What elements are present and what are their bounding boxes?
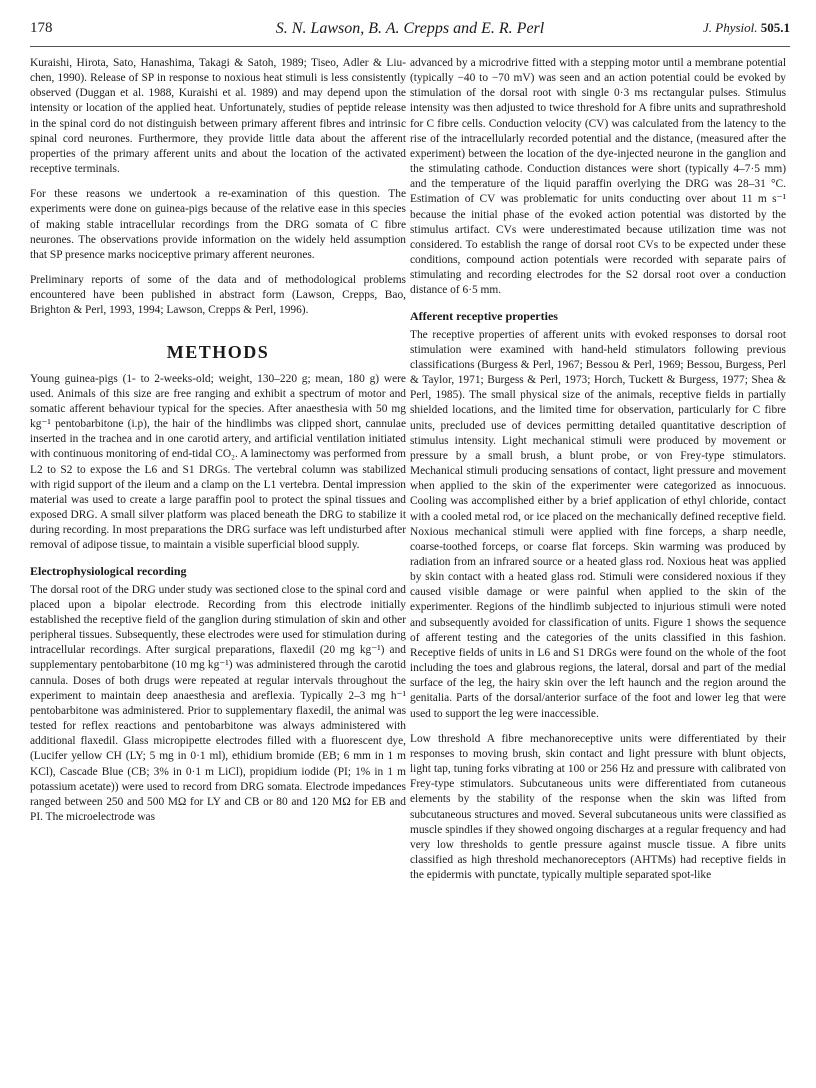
running-head-authors: S. N. Lawson, B. A. Crepps and E. R. Perl [275,20,545,37]
intro-paragraph-continued: Kuraishi, Hirota, Sato, Hanashima, Takagi & Satoh, 1989; Tiseo, Adler & Liu-chen, 1990). Release of SP in response to noxious heat stimuli is less consistently observed (Duggan et al. 1988, Kuraishi et al. 1989) and may depend upon the intensity or location of the applied heat. Unfortunately, studies of peptide release in the spinal cord do not distinguish between primary afferent fibres and intrinsic spinal cord neurones. Furthermore, they provide little data about the afferent properties of the primary afferent units and about the location of the activated receptive terminals. [30,57,406,176]
journal-volume: 505.1 [760,20,790,35]
receptive-properties-paragraph: The receptive properties of afferent units with evoked responses to dorsal root stimulation were examined with hand-held stimulators following previous classifications (Burgess & Perl, 1967; Bessou & Perl, 1969; Bessou, Burgess, Perl & Taylor, 1971; Burgess & Perl, 1973; Horch, Tuckett & Burgess, 1977; Shea & Perl, 1985). The small physical size of the animals, receptive fields in partially shielded locations, and the limited time for observation, particularly for C fibre units, precluded use of devices permitting detailed quantitative description of stimulus intensity. Light mechanical stimuli were produced by movement or pressure by a small brush, a blunt probe, or von Frey-type stimulators. Mechanical stimuli producing sensations of contact, light pressure and movement when applied to the skin of the experimenter were categorized as innocuous. Cooling was accomplished either by a brief application of ethyl chloride, contact with a cooled metal rod, or ice placed on the mechanically defined receptive field. Noxious mechanical stimuli were applied with fine forceps, a sharp needle, coarse-toothed forceps, or coarse flat forceps. Skin warming was produced by radiation from an infrared source or a heated glass rod. Noxious heat was applied by skin contact with a heated glass rod. Stimuli were considered noxious if they caused visible damage or were painful when applied to the skin of the experimenter. Regions of the hindlimb subjected to injurious stimuli were noted and subsequently avoided for classification of units. Figure 1 shows the sequence of afferent testing and the categories of the units classified in this fashion. Receptive fields of units in L6 and S1 DRGs were found on the whole of the foot including the toes and glabrous regions, the lateral, dorsal and part of the medial surface of the leg, the hairy skin over the left haunch and the region around the genitalia. Parts of the dorsal/anterior surface of the foot and lower leg that were used to support the leg were inaccessible. [410,328,786,720]
afferent-receptive-properties-heading: Afferent receptive properties [410,308,558,323]
intro-paragraph-preliminary-reports: Preliminary reports of some of the data and of methodological problems encountered have been published in abstract form (Lawson, Crepps, Bao, Brighton & Perl, 1993, 1994; Lawson, Crepps & Perl, 1996). [30,274,406,317]
intro-paragraph-reexamination: For these reasons we undertook a re-examination of this question. The experiments were done on guinea-pigs because of the relative ease in this species of making stable intracellular recordings from the DRG somata of C fibre neurones. The observations provide information on the widely held assumption that SP presence marks nociceptive primary afferent neurones. [30,188,406,261]
page-number: 178 [30,20,53,36]
electrophysiological-recording-heading: Electrophysiological recording [30,563,187,578]
methods-heading: METHODS [166,341,270,362]
recording-paragraph-continued: advanced by a microdrive fitted with a stepping motor until a membrane potential (typically −40 to −70 mV) was seen and an action potential could be evoked by stimulation of the dorsal root with single 0·3 ms rectangular pulses. Stimulus intensity was then adjusted to twice threshold for A fibre units and suprathreshold for C fibre cells. Conduction velocity (CV) was calculated from the latency to the rise of the intracellularly recorded potential and the distance, (measured after the experiment) between the location of the dye-injected neurone in the ganglion and the stimulating cathode. Conduction distances were short (typically 4–7·5 mm) and the temperature of the liquid paraffin overlying the DRG was 28–31 °C. Estimation of CV was problematic for units conducting over about 11 m s⁻¹ because the initial phase of the evoked action potential was distorted by the stimulus artifact. CVs were underestimated because utilization time was not considered. To establish the range of dorsal root CVs to be expected under these conditions, compound action potentials were recorded with separate pairs of stimulating and recording electrodes for the S2 dorsal root over a conduction distance of 6·5 mm. [410,57,786,297]
journal-name: J. Physiol. [702,20,758,35]
left-column [30,56,406,835]
right-column [410,56,786,893]
header-rule [30,46,790,47]
low-threshold-units-paragraph: Low threshold A fibre mechanoreceptive units were differentiated by their responses to moving brush, skin contact and light pressure with blunt objects, light tap, tuning forks vibrating at 100 or 256 Hz and pressure with calibrated von Frey-type stimulators. Subcutaneous units were differentiated from cutaneous elements by the stability of the response when the skin was lifted from subcutaneous structures and moved. Several subcutaneous units were classified as muscle spindles if they showed ongoing discharges at a regular frequency and had very low thresholds to gentle pressure against muscle tissue. A fibre units classified as high threshold mechanoreceptors (AHTMs) had receptive fields in the epidermis with punctate, typically multiple separated spot-like [410,732,786,882]
running-header [30,20,790,42]
electrophysiological-recording-paragraph: The dorsal root of the DRG under study was sectioned close to the spinal cord and placed upon a bipolar electrode. Recording from this electrode initially established the receptive field of the ganglion during stimulation of skin and other peripheral tissues. Subsequently, these electrodes were used for stimulation during intracellular recordings. After surgical preparations, flaxedil (20 mg kg⁻¹) and supplementary pentobarbitone (10 mg kg⁻¹) was administered through the carotid cannula. Doses of both drugs were repeated at regular intervals throughout the experiment to maintain deep anaesthesia and areflexia. Typically 2–3 mg h⁻¹ pentobarbitone was administered. Prior to supplementary flaxedil, the animal was tested for reflex reactions and pentobarbitone was always administered with additional flaxedil. Glass micropipette electrodes filled with a fluorescent dye, (Lucifer yellow CH (LY; 5 mg in 0·1 ml), ethidium bromide (EB; 6 mm in 1 m KCl), Cascade Blue (CB; 3% in 0·1 m LiCl), propidium iodide (PI; 1% in 1 m potassium acetate)) were used to record from DRG somata. Electrode impedances ranged between 250 and 500 MΩ for LY and CB or 80 and 120 MΩ for EB and PI. The microelectrode was [30,583,406,824]
methods-animals-paragraph: Young guinea-pigs (1- to 2-weeks-old; weight, 130–220 g; mean, 180 g) were used. Animals of this size are free ranging and exhibit a spectrum of motor and somatic afferent behaviour typical for the species. After anaesthesia with 50 mg kg⁻¹ pentobarbitone (i.p), the hair of the hindlimbs was clipped short, cannulae inserted in the trachea and in one carotid artery, and artificial ventilation initiated with continuous monitoring of end-tidal CO₂. A laminectomy was performed from L2 to S2 to expose the L6 and S1 DRGs. The vertebral column was stabilized with rigid support of the ileum and a clamp on the L1 vertebra. Dental impression material was used to create a large paraffin pool to protect the spinal tissues and exposed DRG. A small silver platform was placed beneath the DRG to stabilize it during recording. In most preparations the DRG surface was left undisturbed after removal of adipose tissue, to maintain a visible superficial blood supply. [30,372,406,552]
journal-citation [703,20,790,36]
